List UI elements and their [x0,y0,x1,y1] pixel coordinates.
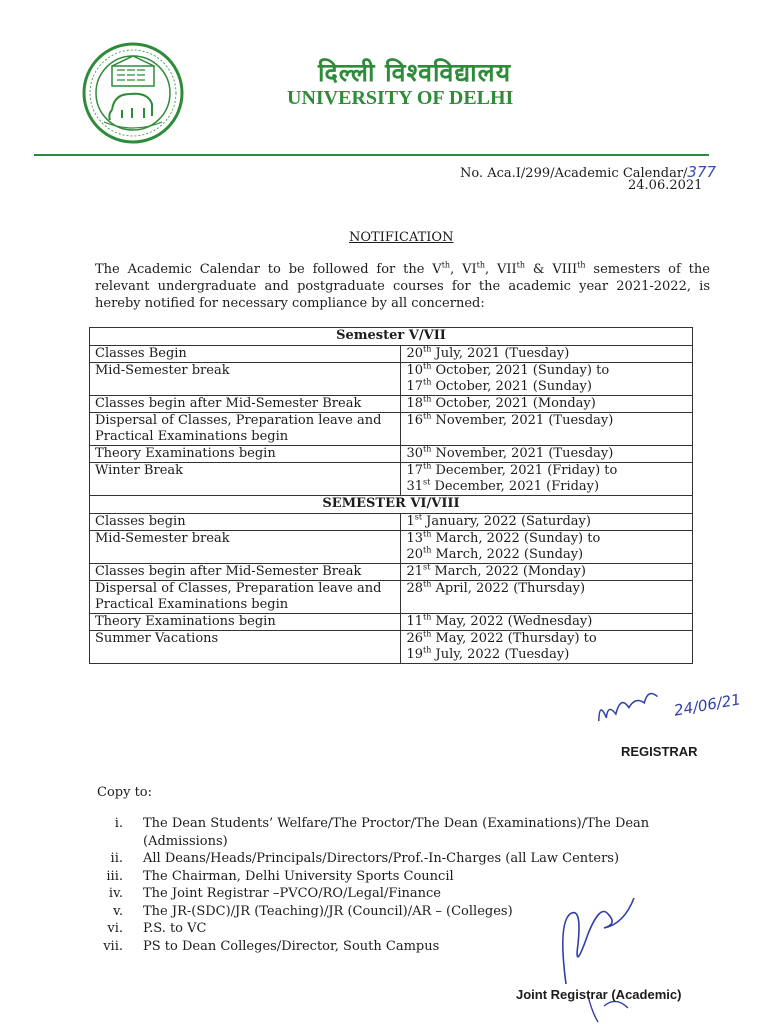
calendar-row [90,564,693,581]
date-ordinal: th [422,377,432,387]
date-line [406,614,687,630]
copy-item-number: iv. [108,886,123,901]
calendar-row [90,514,693,531]
reference-number-text: No. Aca.I/299/Academic Calendar/ [460,166,688,181]
event-cell: Classes begin after Mid-Semester Break [90,564,401,581]
date-cell [401,363,693,396]
event-cell: Summer Vacations [90,631,401,664]
date-line [406,413,687,429]
copy-item-number: iii. [106,868,123,884]
date-rest: May, 2022 (Wednesday) [431,614,593,629]
calendar-row [90,614,693,631]
date-day: 1 [406,514,415,529]
intro-text: semesters of the relevant undergraduate and postgraduate courses for the academic year 2021-2022, is hereby notified for necessary compliance by all concerned: [95,262,710,311]
calendar-row [90,396,693,413]
date-line [406,581,687,597]
date-line [406,363,687,379]
date-rest: October, 2021 (Sunday) to [431,363,610,378]
copy-item [97,850,717,868]
intro-text: , VII [485,262,517,277]
calendar-row [90,446,693,463]
university-seal-icon [82,42,184,144]
reference-handwritten-number: 377 [687,163,717,181]
intro-text: , VI [450,262,477,277]
copy-to-label: Copy to: [97,785,153,800]
copy-item-text: The Chairman, Delhi University Sports Council [143,868,454,884]
university-title-hindi: दिल्ली विश्वविद्यालय [318,58,512,87]
date-rest: April, 2022 (Thursday) [431,581,586,596]
date-day: 11 [406,614,423,629]
date-rest: December, 2021 (Friday) [430,479,600,494]
date-line [406,514,687,530]
date-day: 18 [406,396,423,411]
date-day: 20 [406,346,423,361]
date-ordinal: th [422,579,432,589]
date-ordinal: th [422,411,432,421]
date-rest: July, 2022 (Tuesday) [431,647,570,662]
copy-item-text: The Dean Students’ Welfare/The Proctor/The Dean (Examinations)/The Dean (Admissions) [143,816,650,849]
date-ordinal: th [422,529,432,539]
date-cell [401,346,693,363]
date-rest: March, 2022 (Sunday) to [431,531,601,546]
date-ordinal: th [422,461,432,471]
calendar-row [90,363,693,396]
date-ordinal: th [422,361,432,371]
joint-registrar-signature-icon [548,884,638,1024]
date-rest: October, 2021 (Monday) [431,396,596,411]
event-cell: Classes begin after Mid-Semester Break [90,396,401,413]
date-rest: May, 2022 (Thursday) to [431,631,597,646]
date-ordinal: th [422,344,432,354]
date-rest: January, 2022 (Saturday) [422,514,591,529]
date-line [406,396,687,412]
date-day: 26 [406,631,423,646]
intro-sup: th [577,260,586,270]
date-line [406,547,687,563]
date-cell [401,631,693,664]
date-cell [401,446,693,463]
copy-item-number: v. [113,903,123,919]
date-line [406,647,687,663]
copy-item [97,868,717,886]
date-rest: March, 2022 (Monday) [430,564,586,579]
date-ordinal: th [422,612,432,622]
date-day: 28 [406,581,423,596]
date-cell [401,514,693,531]
copy-item-text: The JR-(SDC)/JR (Teaching)/JR (Council)/AR – (Colleges) [143,903,513,919]
registrar-signature-date: 24/06/21 [672,690,743,720]
date-ordinal: th [422,444,432,454]
notification-heading: NOTIFICATION [349,230,454,245]
date-line [406,479,687,495]
date-cell [401,463,693,496]
date-line [406,564,687,580]
copy-item [97,815,717,850]
date-day: 31 [406,479,423,494]
reference-date: 24.06.2021 [628,178,703,193]
date-cell [401,413,693,446]
event-cell: Mid-Semester break [90,363,401,396]
date-ordinal: st [414,512,423,522]
copy-item-number: ii. [110,851,123,866]
event-cell: Winter Break [90,463,401,496]
date-line [406,446,687,462]
registrar-title: REGISTRAR [621,744,698,759]
date-day: 21 [406,564,423,579]
date-day: 13 [406,531,423,546]
copy-item-number: vi. [107,921,123,936]
date-ordinal: st [422,477,431,487]
date-day: 30 [406,446,423,461]
copy-item-number: i. [114,816,123,831]
intro-text: & VIII [525,262,578,277]
date-rest: October, 2021 (Sunday) [431,379,592,394]
date-line [406,531,687,547]
copy-item-text: The Joint Registrar –PVCO/RO/Legal/Finance [143,886,441,901]
calendar-row [90,531,693,564]
date-line [406,631,687,647]
date-cell [401,396,693,413]
date-cell [401,614,693,631]
copy-item-number: vii. [103,938,123,954]
calendar-row [90,346,693,363]
date-rest: December, 2021 (Friday) to [431,463,618,478]
date-ordinal: th [422,645,432,655]
intro-text: The Academic Calendar to be followed for the V [95,262,442,277]
semester-header-row [90,496,693,514]
event-cell: Classes Begin [90,346,401,363]
calendar-row [90,413,693,446]
copy-item-text: P.S. to VC [143,921,207,936]
event-cell: Dispersal of Classes, Preparation leave and Practical Examinations begin [90,413,401,446]
calendar-row [90,581,693,614]
academic-calendar-table [89,327,693,664]
date-line [406,463,687,479]
event-cell: Theory Examinations begin [90,614,401,631]
calendar-row [90,631,693,664]
copy-item-text: All Deans/Heads/Principals/Directors/Prof.-In-Charges (all Law Centers) [143,851,620,866]
semester-title: SEMESTER VI/VIII [90,496,693,514]
date-day: 10 [406,363,423,378]
copy-item-text: PS to Dean Colleges/Director, South Campus [143,938,440,954]
date-cell [401,581,693,614]
university-title-english: UNIVERSITY OF DELHI [287,87,514,109]
date-day: 17 [406,379,423,394]
event-cell: Dispersal of Classes, Preparation leave and Practical Examinations begin [90,581,401,614]
intro-sup: th [476,260,485,270]
intro-sup: th [516,260,526,270]
date-cell [401,564,693,581]
date-day: 20 [406,547,423,562]
date-rest: November, 2021 (Tuesday) [431,446,614,461]
semester-header-row [90,328,693,346]
date-rest: November, 2021 (Tuesday) [431,413,614,428]
event-cell: Mid-Semester break [90,531,401,564]
date-ordinal: th [422,629,432,639]
header-divider [34,154,709,156]
date-cell [401,531,693,564]
date-ordinal: th [422,545,432,555]
semester-title: Semester V/VII [90,328,693,346]
event-cell: Theory Examinations begin [90,446,401,463]
joint-registrar-title: Joint Registrar (Academic) [516,987,682,1002]
date-line [406,379,687,395]
date-day: 19 [406,647,423,662]
date-rest: July, 2021 (Tuesday) [431,346,570,361]
date-day: 17 [406,463,423,478]
intro-sup: th [441,260,451,270]
date-line [406,346,687,362]
date-rest: March, 2022 (Sunday) [431,547,584,562]
calendar-row [90,463,693,496]
date-ordinal: th [422,394,432,404]
event-cell: Classes begin [90,514,401,531]
date-day: 16 [406,413,423,428]
intro-paragraph [95,261,710,312]
date-ordinal: st [422,562,431,572]
